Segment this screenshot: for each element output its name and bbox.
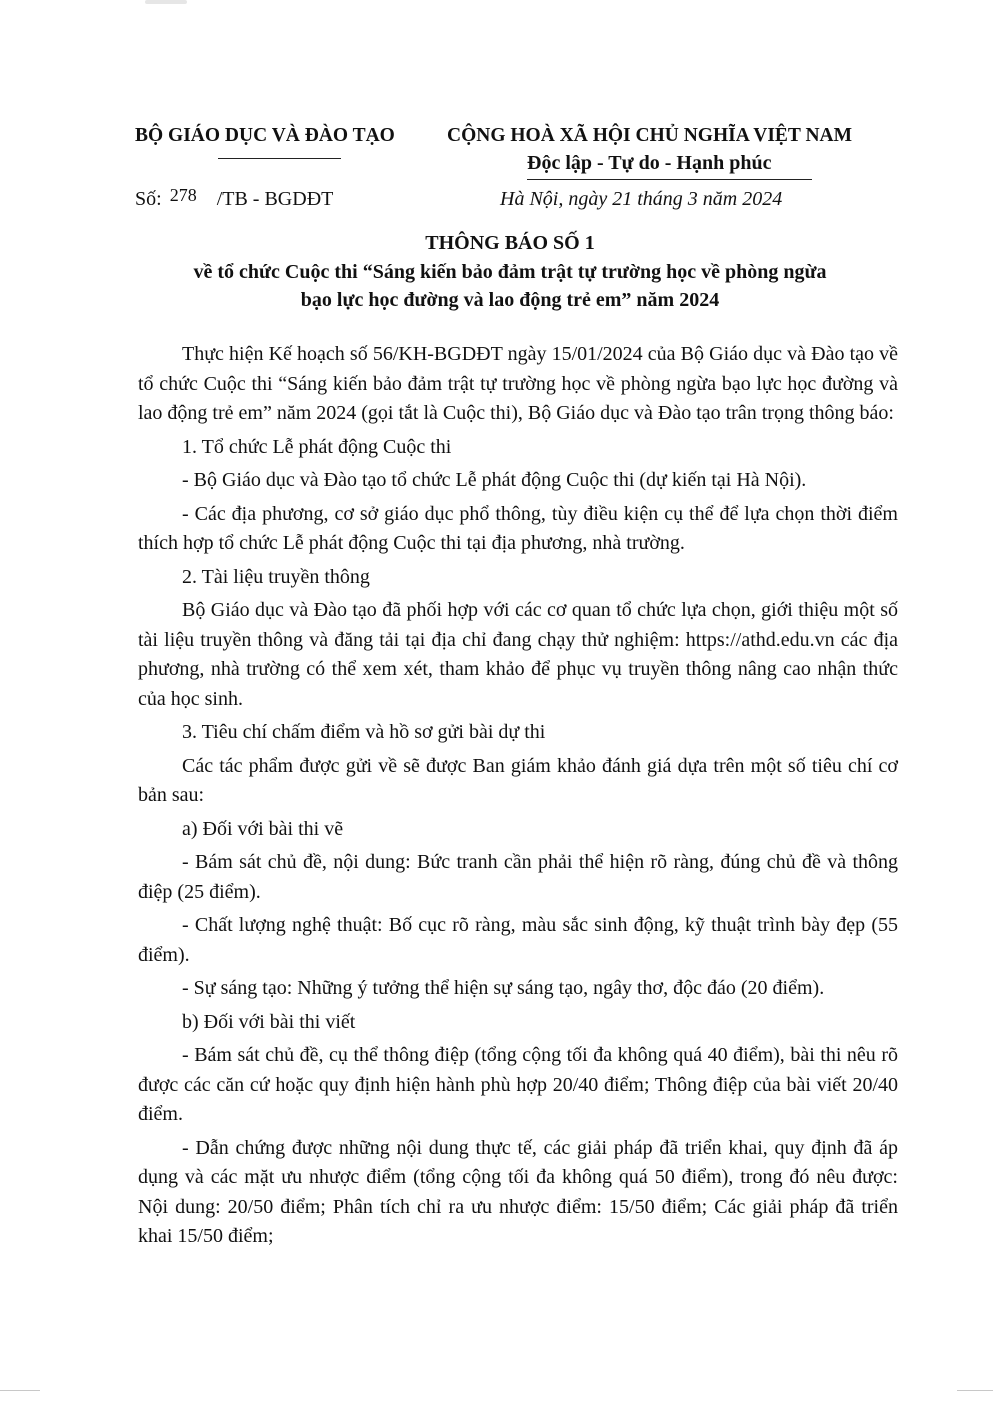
- paragraph: Bộ Giáo dục và Đào tạo đã phối hợp với các cơ quan tổ chức lựa chọn, giới thiệu một số tài liệu truyền thông và đăng tải tại địa chỉ đang chạy thử nghiệm: https://athd.edu.vn các địa phương, nhà trường có thể xem xét, tham khảo để phục vụ truyền thông nâng cao nhận thức của học sinh.: [138, 599, 898, 710]
- paragraph: 3. Tiêu chí chấm điểm và hồ sơ gửi bài dự thi: [182, 721, 546, 743]
- scan-edge-line-left: [0, 1390, 40, 1391]
- paragraph: b) Đối với bài thi viết: [182, 1010, 356, 1033]
- paragraph: - Các địa phương, cơ sở giáo dục phổ thông, tùy điều kiện cụ thể để lựa chọn thời điểm thích hợp tổ chức Lễ phát động Cuộc thi tại địa phương, nhà trường.: [138, 502, 898, 554]
- nation-name: CỘNG HOÀ XÃ HỘI CHỦ NGHĨA VIỆT NAM: [447, 125, 853, 146]
- document-number: [135, 185, 334, 211]
- document-subtitle-line2: bạo lực học đường và lao động trẻ em” năm 2024: [300, 289, 720, 311]
- paragraph: - Bám sát chủ đề, cụ thể thông điệp (tổng cộng tối đa không quá 40 điểm), bài thi nêu rõ được các căn cứ hoặc quy định hiện hành phù hợp 20/40 điểm; Thông điệp của bài viết 20/40 điểm.: [138, 1044, 898, 1125]
- doc-number-value: 278: [169, 185, 197, 205]
- paragraph: a) Đối với bài thi vẽ: [182, 817, 344, 840]
- date-line: Hà Nội, ngày 21 tháng 3 năm 2024: [500, 188, 783, 210]
- doc-number-label: Số:: [135, 188, 162, 210]
- paragraph: - Dẫn chứng được những nội dung thực tế, các giải pháp đã triển khai, quy định đã áp dụng và các mặt ưu nhược điểm (tổng cộng tối đa không quá 50 điểm), trong đó nêu được: Nội dung: 20/50 điểm; Phân tích chỉ ra ưu nhược điểm: 15/50 điểm; Các giải pháp đã triển khai 15/50 điểm;: [138, 1136, 898, 1247]
- paragraph: - Sự sáng tạo: Những ý tưởng thể hiện sự sáng tạo, ngây thơ, độc đáo (20 điểm).: [182, 977, 825, 999]
- document-title: THÔNG BÁO SỐ 1: [425, 232, 595, 254]
- doc-number-suffix: /TB - BGDĐT: [216, 188, 334, 210]
- paragraph: 1. Tổ chức Lễ phát động Cuộc thi: [182, 435, 452, 458]
- document-body: [138, 340, 898, 1256]
- national-motto: Độc lập - Tự do - Hạnh phúc: [527, 152, 772, 174]
- agency-name: BỘ GIÁO DỤC VÀ ĐÀO TẠO: [135, 125, 395, 146]
- paragraph: - Bộ Giáo dục và Đào tạo tổ chức Lễ phát động Cuộc thi (dự kiến tại Hà Nội).: [182, 469, 807, 491]
- document-subtitle-line1: về tổ chức Cuộc thi “Sáng kiến bảo đảm trật tự trường học về phòng ngừa: [193, 261, 827, 283]
- paragraph: Thực hiện Kế hoạch số 56/KH-BGDĐT ngày 15/01/2024 của Bộ Giáo dục và Đào tạo về tổ chức Cuộc thi “Sáng kiến bảo đảm trật tự trường học về phòng ngừa bạo lực học đường và lao động trẻ em” năm 2024 (gọi tắt là Cuộc thi), Bộ Giáo dục và Đào tạo trân trọng thông báo:: [138, 343, 898, 424]
- motto-underline: [527, 179, 812, 180]
- agency-underline: [218, 158, 341, 159]
- paragraph: Các tác phẩm được gửi về sẽ được Ban giám khảo đánh giá dựa trên một số tiêu chí cơ bản sau:: [138, 754, 898, 806]
- scan-edge-line-right: [957, 1390, 993, 1391]
- paragraph: 2. Tài liệu truyền thông: [182, 565, 370, 588]
- paragraph: - Chất lượng nghệ thuật: Bố cục rõ ràng, màu sắc sinh động, kỹ thuật trình bày đẹp (55 điểm).: [138, 914, 898, 966]
- paragraph: - Bám sát chủ đề, nội dung: Bức tranh cần phải thể hiện rõ ràng, đúng chủ đề và thông điệp (25 điểm).: [138, 851, 898, 903]
- scan-artifact: [145, 0, 187, 4]
